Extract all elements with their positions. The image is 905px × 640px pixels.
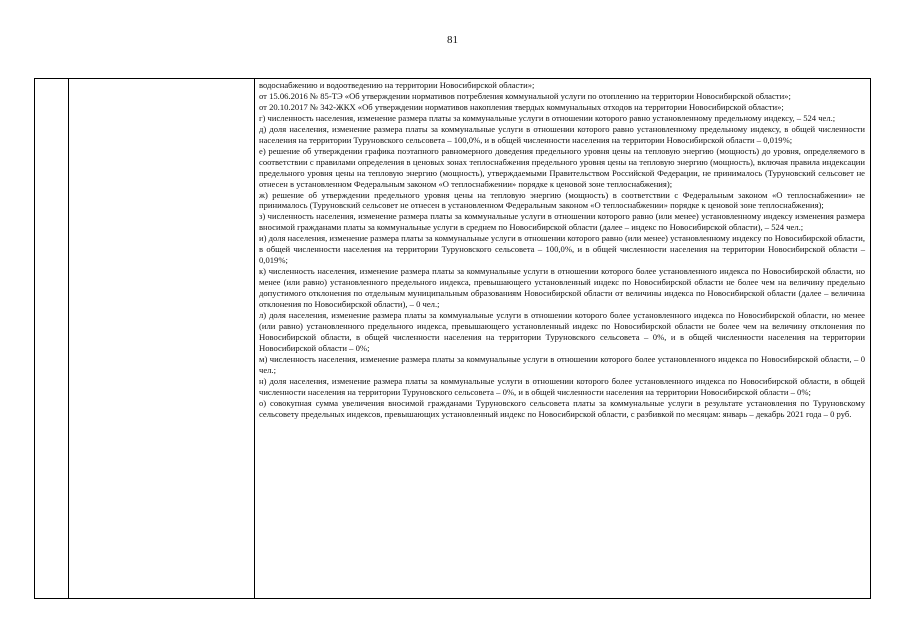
paragraph: о) совокупная сумма увеличения вносимой гражданами Туруновского сельсовета платы за коммунальные услуги в результате установления по Туруновскому сельсовету предельных индексов, превышающих установленный индекс по Новосибирской области, с разбивкой по месяцам: январь – декабрь 2021 года – 0 руб.	[259, 397, 865, 419]
paragraph: к) численность населения, изменение размера платы за коммунальные услуги в отношении которого более установленного индекса по Новосибирской области, но менее (или равно) установленного предельного индекса, превышающего установленный индекс по Новосибирской области не более чем на величину предельно допустимого отклонения по отдельным муниципальным образованиям Новосибирской области от величины индекса по Новосибирской области (далее – величина отклонения по Новосибирской области), – 0 чел.;	[259, 266, 865, 310]
paragraph: н) доля населения, изменение размера платы за коммунальные услуги в отношении которого более установленного индекса по Новосибирской области, в общей численности населения на территории Туруновского сельсовета – 0%, и в общей численности населения на территории Новосибирской области – 0%;	[259, 375, 865, 397]
paragraph: от 20.10.2017 № 342-ЖКХ «Об утверждении нормативов накопления твердых коммунальных отходов на территории Новосибирской области»;	[259, 101, 784, 112]
paragraph: водоснабжению и водоотведению на территории Новосибирской области»;	[259, 80, 535, 90]
paragraph: от 15.06.2016 № 85-ТЭ «Об утверждении нормативов потребления коммунальной услуги по отоплению на территории Новосибирской области»;	[259, 90, 791, 101]
paragraph: ж) решение об утверждении предельного уровня цены на тепловую энергию (мощность) в соответствии с Федеральным законом «О теплоснабжении» не принималось (Туруновский сельсовет не отнесен в установленном Федеральным законом «О теплоснабжении» порядке к ценовой зоне теплоснабжения);	[259, 189, 865, 211]
paragraph: м) численность населения, изменение размера платы за коммунальные услуги в отношении которого более установленного индекса по Новосибирской области, – 0 чел.;	[259, 353, 865, 375]
page-number: 81	[447, 34, 458, 46]
paragraph: л) доля населения, изменение размера платы за коммунальные услуги в отношении которого более установленного индекса по Новосибирской области, но менее (или равно) установленного предельного индекса, превышающего установленный индекс по Новосибирской области не более чем на величину отклонения по Новосибирской области, в общей численности населения на территории Туруновского сельсовета – 0%, и в общей численности населения на территории Новосибирской области – 0%;	[259, 310, 865, 353]
column-divider	[68, 79, 69, 598]
paragraph: з) численность населения, изменение размера платы за коммунальные услуги в отношении которого равно (или менее) установленному индексу изменения размера вносимой гражданами платы за коммунальные услуги в среднем по Новосибирской области (далее – индекс по Новосибирской области), – 524 чел.;	[259, 211, 865, 233]
document-table	[34, 78, 871, 599]
paragraph: и) доля населения, изменение размера платы за коммунальные услуги в отношении которого равно (или менее) установленному индексу по Новосибирской области, в общей численности населения на территории Туруновского сельсовета – 100,0%, и в общей численности населения на территории Новосибирской области – 0,019%;	[259, 233, 865, 266]
paragraph: г) численность населения, изменение размера платы за коммунальные услуги в отношении которого равно установленному предельному индексу, – 524 чел.;	[259, 112, 836, 123]
table-text-cell	[259, 80, 865, 420]
paragraph: д) доля населения, изменение размера платы за коммунальные услуги в отношении которого равно установленному предельному индексу, в общей численности населения на территории Туруновского сельсовета – 100,0%, и в общей численности населения на территории Новосибирской области – 0,019%;	[259, 123, 865, 145]
column-divider	[254, 79, 255, 598]
paragraph: е) решение об утверждении графика поэтапного равномерного доведения предельного уровня цены на тепловую энергию (мощность) до уровня, определяемого в соответствии с правилами определения в ценовых зонах теплоснабжения предельного уровня цены на тепловую энергию (мощность), включая правила индексации предельного уровня цены на тепловую энергию (мощность), утверждаемыми Правительством Российской Федерации, не принималось (Туруновский сельсовет не отнесен в установленном Федеральным законом «О теплоснабжении» порядке к ценовой зоне теплоснабжения);	[259, 145, 865, 189]
